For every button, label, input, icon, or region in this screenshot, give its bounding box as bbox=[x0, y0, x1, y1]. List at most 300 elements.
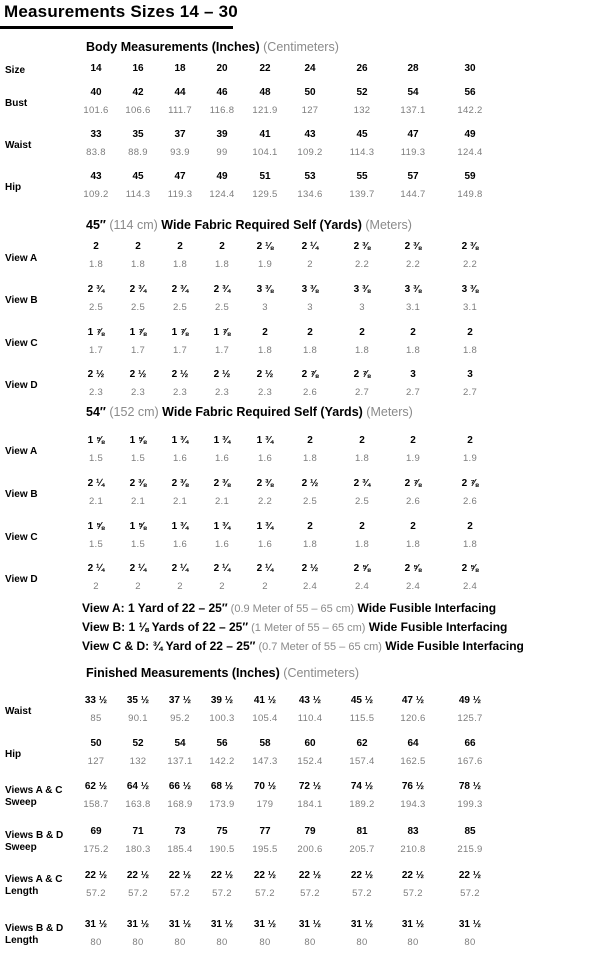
heading-main: 45″ bbox=[86, 218, 106, 232]
value-inches: 56 bbox=[464, 87, 476, 98]
row-label-fabric54 bbox=[5, 532, 38, 544]
row-label-line: Views B & D bbox=[5, 830, 64, 841]
value-inches: 31 ½ bbox=[350, 919, 374, 930]
section-heading-fabric54 bbox=[86, 405, 413, 419]
value-metric: 1.8 bbox=[172, 259, 188, 270]
value-inches: 2 ½ bbox=[87, 369, 105, 380]
value-metric: 2.4 bbox=[462, 581, 478, 592]
value-inches: 30 bbox=[464, 63, 476, 74]
value-metric: 2.3 bbox=[88, 387, 104, 398]
value-metric: 99 bbox=[216, 147, 228, 158]
value-metric: 109.2 bbox=[83, 189, 109, 200]
value-inches: 70 ½ bbox=[253, 781, 277, 792]
value-metric: 1.7 bbox=[214, 345, 230, 356]
value-metric: 1.9 bbox=[257, 259, 273, 270]
heading-unit: (Centimeters) bbox=[279, 666, 359, 680]
value-metric: 127 bbox=[87, 756, 105, 767]
section-heading-finished bbox=[86, 666, 359, 680]
value-inches: 16 bbox=[132, 63, 144, 74]
row-label-body bbox=[5, 140, 31, 152]
row-label-line: Sweep bbox=[5, 842, 37, 853]
value-inches: 2 ⅜ bbox=[461, 241, 479, 252]
value-metric: 1.8 bbox=[214, 259, 230, 270]
title-underline bbox=[0, 26, 233, 29]
value-metric: 1.6 bbox=[257, 539, 273, 550]
value-metric: 147.3 bbox=[252, 756, 278, 767]
value-inches: 31 ½ bbox=[84, 919, 108, 930]
value-metric: 119.3 bbox=[400, 147, 426, 158]
value-metric: 80 bbox=[259, 937, 271, 948]
note-main: View A: 1 Yard of 22 – 25″ bbox=[82, 601, 228, 615]
value-metric: 1.5 bbox=[130, 453, 146, 464]
value-inches: 2 bbox=[307, 435, 313, 446]
value-metric: 124.4 bbox=[457, 147, 483, 158]
value-inches: 2 ⅞ bbox=[353, 369, 371, 380]
value-metric: 125.7 bbox=[457, 713, 483, 724]
value-metric: 185.4 bbox=[167, 844, 193, 855]
row-label-line: Hip bbox=[5, 182, 22, 193]
row-label-line: Views A & C bbox=[5, 874, 63, 885]
value-metric: 1.8 bbox=[302, 453, 318, 464]
value-metric: 194.3 bbox=[400, 799, 426, 810]
value-metric: 158.7 bbox=[83, 799, 109, 810]
value-metric: 2.7 bbox=[462, 387, 478, 398]
interfacing-note bbox=[82, 601, 496, 615]
interfacing-note bbox=[82, 620, 507, 634]
value-metric: 2.5 bbox=[214, 302, 230, 313]
value-inches: 2 bbox=[410, 435, 416, 446]
row-label-line: Waist bbox=[5, 706, 32, 717]
value-metric: 104.1 bbox=[252, 147, 278, 158]
row-label-finished bbox=[5, 785, 62, 809]
row-label-line: Views B & D bbox=[5, 923, 64, 934]
value-inches: 22 ½ bbox=[210, 870, 234, 881]
value-inches: 26 bbox=[356, 63, 368, 74]
value-metric: 167.6 bbox=[457, 756, 483, 767]
value-inches: 55 bbox=[356, 171, 368, 182]
value-metric: 134.6 bbox=[297, 189, 323, 200]
value-metric: 2 bbox=[262, 581, 268, 592]
value-metric: 1.6 bbox=[257, 453, 273, 464]
note-post: Wide Fusible Interfacing bbox=[354, 601, 497, 615]
value-inches: 22 ½ bbox=[401, 870, 425, 881]
value-metric: 120.6 bbox=[400, 713, 426, 724]
value-inches: 2 ⅝ bbox=[461, 563, 479, 574]
heading-main: Body Measurements (Inches) bbox=[86, 40, 260, 54]
value-inches: 2 ⅜ bbox=[171, 478, 189, 489]
value-inches: 45 bbox=[132, 171, 144, 182]
value-inches: 64 ½ bbox=[126, 781, 150, 792]
value-metric: 200.6 bbox=[297, 844, 323, 855]
value-inches: 2 ¼ bbox=[213, 563, 231, 574]
value-metric: 3.1 bbox=[462, 302, 478, 313]
value-inches: 22 bbox=[259, 63, 271, 74]
value-metric: 2.2 bbox=[257, 496, 273, 507]
note-main: View C & D: ¾ Yard of 22 – 25″ bbox=[82, 639, 256, 653]
value-metric: 2.1 bbox=[130, 496, 146, 507]
interfacing-note bbox=[82, 639, 524, 653]
value-inches: 43 bbox=[90, 171, 102, 182]
value-metric: 173.9 bbox=[209, 799, 235, 810]
value-inches: 2 ⅜ bbox=[213, 478, 231, 489]
value-inches: 2 ¾ bbox=[213, 284, 231, 295]
row-label-line: Length bbox=[5, 886, 39, 897]
value-inches: 71 bbox=[132, 826, 144, 837]
value-metric: 144.7 bbox=[400, 189, 426, 200]
value-metric: 137.1 bbox=[400, 105, 426, 116]
value-inches: 2 ⅜ bbox=[256, 478, 274, 489]
value-metric: 57.2 bbox=[128, 888, 148, 899]
value-inches: 1 ⅞ bbox=[213, 327, 231, 338]
value-metric: 142.2 bbox=[209, 756, 235, 767]
value-metric: 1.8 bbox=[462, 345, 478, 356]
value-inches: 43 ½ bbox=[298, 695, 322, 706]
value-metric: 2.4 bbox=[405, 581, 421, 592]
value-metric: 184.1 bbox=[297, 799, 323, 810]
value-inches: 51 bbox=[259, 171, 271, 182]
value-metric: 2.2 bbox=[462, 259, 478, 270]
value-inches: 54 bbox=[407, 87, 419, 98]
value-inches: 42 bbox=[132, 87, 144, 98]
value-inches: 31 ½ bbox=[401, 919, 425, 930]
value-metric: 2 bbox=[93, 581, 99, 592]
value-metric: 80 bbox=[356, 937, 368, 948]
value-metric: 175.2 bbox=[83, 844, 109, 855]
value-metric: 132 bbox=[129, 756, 147, 767]
value-inches: 24 bbox=[304, 63, 316, 74]
value-metric: 57.2 bbox=[300, 888, 320, 899]
value-inches: 3 bbox=[410, 369, 416, 380]
heading-metric: (114 cm) bbox=[105, 218, 158, 232]
value-inches: 18 bbox=[174, 63, 186, 74]
value-inches: 2 ½ bbox=[129, 369, 147, 380]
value-metric: 57.2 bbox=[460, 888, 480, 899]
value-metric: 115.5 bbox=[349, 713, 375, 724]
value-inches: 47 bbox=[407, 129, 419, 140]
value-metric: 2.7 bbox=[405, 387, 421, 398]
value-inches: 2 ½ bbox=[256, 369, 274, 380]
value-inches: 2 ½ bbox=[301, 563, 319, 574]
value-metric: 3 bbox=[307, 302, 313, 313]
value-metric: 57.2 bbox=[255, 888, 275, 899]
heading-main: 54″ bbox=[86, 405, 106, 419]
value-inches: 1 ¾ bbox=[213, 435, 231, 446]
value-metric: 1.7 bbox=[130, 345, 146, 356]
value-metric: 1.7 bbox=[172, 345, 188, 356]
value-inches: 2 bbox=[135, 241, 141, 252]
heading-unit: (Meters) bbox=[362, 405, 413, 419]
row-label-line: Bust bbox=[5, 98, 28, 109]
value-inches: 49 bbox=[216, 171, 228, 182]
row-label-line: Length bbox=[5, 935, 39, 946]
value-metric: 2.5 bbox=[354, 496, 370, 507]
value-inches: 3 ⅜ bbox=[301, 284, 319, 295]
value-inches: 46 bbox=[216, 87, 228, 98]
value-metric: 1.8 bbox=[405, 539, 421, 550]
row-label-fabric45 bbox=[5, 380, 38, 392]
value-metric: 190.5 bbox=[209, 844, 235, 855]
value-inches: 64 bbox=[407, 738, 419, 749]
row-label-line: Views A & C bbox=[5, 785, 63, 796]
value-metric: 2.2 bbox=[354, 259, 370, 270]
value-inches: 43 bbox=[304, 129, 316, 140]
value-inches: 31 ½ bbox=[126, 919, 150, 930]
note-metric: (0.9 Meter of 55 – 65 cm) bbox=[227, 603, 355, 615]
value-inches: 77 bbox=[259, 826, 271, 837]
row-label-finished bbox=[5, 830, 63, 854]
heading-text: Wide Fabric Required Self (Yards) bbox=[157, 218, 362, 232]
value-inches: 78 ½ bbox=[458, 781, 482, 792]
value-metric: 1.6 bbox=[172, 453, 188, 464]
value-metric: 119.3 bbox=[167, 189, 193, 200]
value-inches: 2 bbox=[467, 327, 473, 338]
value-metric: 1.7 bbox=[88, 345, 104, 356]
row-label-line: View D bbox=[5, 380, 38, 391]
value-inches: 3 ⅜ bbox=[256, 284, 274, 295]
value-inches: 62 bbox=[356, 738, 368, 749]
value-metric: 179 bbox=[256, 799, 274, 810]
value-inches: 33 bbox=[90, 129, 102, 140]
value-inches: 2 ½ bbox=[213, 369, 231, 380]
value-inches: 2 ⅝ bbox=[404, 563, 422, 574]
value-inches: 37 ½ bbox=[168, 695, 192, 706]
value-metric: 2.2 bbox=[405, 259, 421, 270]
value-inches: 31 ½ bbox=[458, 919, 482, 930]
value-metric: 80 bbox=[90, 937, 102, 948]
value-inches: 22 ½ bbox=[350, 870, 374, 881]
value-inches: 54 bbox=[174, 738, 186, 749]
value-metric: 1.9 bbox=[462, 453, 478, 464]
value-metric: 121.9 bbox=[252, 105, 278, 116]
value-metric: 2 bbox=[219, 581, 225, 592]
value-inches: 14 bbox=[90, 63, 102, 74]
value-metric: 1.8 bbox=[405, 345, 421, 356]
value-inches: 39 bbox=[216, 129, 228, 140]
value-inches: 31 ½ bbox=[298, 919, 322, 930]
value-metric: 2.3 bbox=[257, 387, 273, 398]
value-inches: 2 ¼ bbox=[87, 563, 105, 574]
value-inches: 57 bbox=[407, 171, 419, 182]
value-inches: 31 ½ bbox=[168, 919, 192, 930]
value-metric: 85 bbox=[90, 713, 102, 724]
row-label-line: View C bbox=[5, 532, 38, 543]
value-inches: 74 ½ bbox=[350, 781, 374, 792]
value-metric: 180.3 bbox=[125, 844, 151, 855]
note-post: Wide Fusible Interfacing bbox=[365, 620, 508, 634]
row-label-line: Waist bbox=[5, 140, 32, 151]
value-inches: 79 bbox=[304, 826, 316, 837]
heading-main: Finished Measurements (Inches) bbox=[86, 666, 280, 680]
row-label-fabric45 bbox=[5, 253, 37, 265]
value-metric: 1.8 bbox=[354, 539, 370, 550]
value-inches: 22 ½ bbox=[126, 870, 150, 881]
value-metric: 2.1 bbox=[172, 496, 188, 507]
row-label-fabric45 bbox=[5, 295, 38, 307]
value-inches: 59 bbox=[464, 171, 476, 182]
value-inches: 1 ¾ bbox=[256, 521, 274, 532]
value-inches: 2 bbox=[359, 327, 365, 338]
value-inches: 1 ⅝ bbox=[129, 435, 147, 446]
value-inches: 1 ⅞ bbox=[87, 327, 105, 338]
value-inches: 22 ½ bbox=[458, 870, 482, 881]
value-inches: 2 ¾ bbox=[353, 478, 371, 489]
value-inches: 69 bbox=[90, 826, 102, 837]
value-metric: 1.5 bbox=[88, 539, 104, 550]
row-label-fabric54 bbox=[5, 574, 38, 586]
row-label-finished bbox=[5, 706, 31, 718]
note-main: View B: 1 ⅛ Yards of 22 – 25″ bbox=[82, 620, 249, 634]
value-inches: 1 ¾ bbox=[213, 521, 231, 532]
value-metric: 2 bbox=[307, 259, 313, 270]
value-inches: 2 bbox=[467, 521, 473, 532]
value-metric: 1.9 bbox=[405, 453, 421, 464]
value-metric: 114.3 bbox=[349, 147, 375, 158]
value-inches: 1 ⅞ bbox=[171, 327, 189, 338]
row-label-finished bbox=[5, 874, 62, 898]
value-metric: 132 bbox=[353, 105, 371, 116]
value-inches: 49 bbox=[464, 129, 476, 140]
value-inches: 52 bbox=[132, 738, 144, 749]
value-inches: 3 ⅜ bbox=[404, 284, 422, 295]
value-metric: 142.2 bbox=[457, 105, 483, 116]
value-inches: 2 ⅜ bbox=[353, 241, 371, 252]
heading-unit: (Centimeters) bbox=[259, 40, 339, 54]
heading-unit: (Meters) bbox=[361, 218, 412, 232]
value-metric: 2.6 bbox=[462, 496, 478, 507]
value-metric: 57.2 bbox=[86, 888, 106, 899]
value-inches: 41 ½ bbox=[253, 695, 277, 706]
value-metric: 3 bbox=[262, 302, 268, 313]
value-inches: 3 ⅜ bbox=[353, 284, 371, 295]
value-metric: 2.7 bbox=[354, 387, 370, 398]
value-inches: 2 ¼ bbox=[87, 478, 105, 489]
value-metric: 129.5 bbox=[252, 189, 278, 200]
value-inches: 60 bbox=[304, 738, 316, 749]
value-inches: 73 bbox=[174, 826, 186, 837]
value-metric: 80 bbox=[407, 937, 419, 948]
value-inches: 2 bbox=[359, 521, 365, 532]
value-inches: 2 bbox=[262, 327, 268, 338]
heading-metric: (152 cm) bbox=[105, 405, 159, 419]
value-metric: 124.4 bbox=[209, 189, 235, 200]
value-inches: 3 ⅜ bbox=[461, 284, 479, 295]
value-metric: 106.6 bbox=[125, 105, 151, 116]
row-label-line: View A bbox=[5, 446, 38, 457]
value-inches: 41 bbox=[259, 129, 271, 140]
value-inches: 2 ⅞ bbox=[301, 369, 319, 380]
value-inches: 22 ½ bbox=[298, 870, 322, 881]
value-inches: 37 bbox=[174, 129, 186, 140]
value-inches: 1 ¾ bbox=[171, 521, 189, 532]
value-metric: 100.3 bbox=[209, 713, 235, 724]
value-metric: 149.8 bbox=[457, 189, 483, 200]
section-heading-fabric45 bbox=[86, 218, 412, 232]
value-inches: 2 bbox=[359, 435, 365, 446]
value-metric: 83.8 bbox=[86, 147, 106, 158]
value-metric: 2.5 bbox=[172, 302, 188, 313]
value-metric: 80 bbox=[174, 937, 186, 948]
value-metric: 163.8 bbox=[125, 799, 151, 810]
value-metric: 189.2 bbox=[349, 799, 375, 810]
value-inches: 2 ⅜ bbox=[404, 241, 422, 252]
row-label-body bbox=[5, 98, 27, 110]
value-inches: 2 ¾ bbox=[171, 284, 189, 295]
value-inches: 2 bbox=[410, 327, 416, 338]
value-inches: 2 ¼ bbox=[301, 241, 319, 252]
value-metric: 1.8 bbox=[302, 539, 318, 550]
value-metric: 127 bbox=[301, 105, 319, 116]
value-metric: 2.4 bbox=[354, 581, 370, 592]
value-metric: 2.5 bbox=[130, 302, 146, 313]
value-inches: 22 ½ bbox=[253, 870, 277, 881]
value-metric: 88.9 bbox=[128, 147, 148, 158]
value-inches: 49 ½ bbox=[458, 695, 482, 706]
value-inches: 2 ⅞ bbox=[461, 478, 479, 489]
value-inches: 22 ½ bbox=[168, 870, 192, 881]
value-metric: 3 bbox=[359, 302, 365, 313]
row-label-line: Size bbox=[5, 65, 26, 76]
value-inches: 2 ⅞ bbox=[404, 478, 422, 489]
value-metric: 114.3 bbox=[125, 189, 151, 200]
value-inches: 2 ¾ bbox=[129, 284, 147, 295]
value-inches: 2 ¼ bbox=[171, 563, 189, 574]
value-inches: 2 ¼ bbox=[256, 563, 274, 574]
value-inches: 2 bbox=[307, 327, 313, 338]
row-label-line: View D bbox=[5, 574, 38, 585]
value-inches: 81 bbox=[356, 826, 368, 837]
value-metric: 1.6 bbox=[214, 453, 230, 464]
value-inches: 76 ½ bbox=[401, 781, 425, 792]
value-inches: 39 ½ bbox=[210, 695, 234, 706]
value-inches: 1 ⅞ bbox=[129, 327, 147, 338]
value-inches: 20 bbox=[216, 63, 228, 74]
value-inches: 2 ¼ bbox=[129, 563, 147, 574]
value-metric: 2.3 bbox=[214, 387, 230, 398]
value-inches: 2 bbox=[219, 241, 225, 252]
value-metric: 57.2 bbox=[403, 888, 423, 899]
value-inches: 31 ½ bbox=[210, 919, 234, 930]
value-inches: 50 bbox=[304, 87, 316, 98]
value-inches: 47 bbox=[174, 171, 186, 182]
value-metric: 2.1 bbox=[88, 496, 104, 507]
value-metric: 199.3 bbox=[457, 799, 483, 810]
value-metric: 215.9 bbox=[457, 844, 483, 855]
value-metric: 110.4 bbox=[297, 713, 323, 724]
value-inches: 85 bbox=[464, 826, 476, 837]
value-metric: 2 bbox=[135, 581, 141, 592]
value-metric: 2.5 bbox=[302, 496, 318, 507]
value-inches: 35 ½ bbox=[126, 695, 150, 706]
row-label-finished bbox=[5, 749, 21, 761]
value-metric: 90.1 bbox=[128, 713, 148, 724]
value-inches: 62 ½ bbox=[84, 781, 108, 792]
value-inches: 33 ½ bbox=[84, 695, 108, 706]
value-metric: 80 bbox=[304, 937, 316, 948]
value-metric: 1.8 bbox=[354, 345, 370, 356]
value-metric: 168.9 bbox=[167, 799, 193, 810]
value-inches: 2 ⅝ bbox=[353, 563, 371, 574]
page-title: Measurements Sizes 14 – 30 bbox=[4, 2, 238, 21]
value-inches: 75 bbox=[216, 826, 228, 837]
row-label-line: View C bbox=[5, 338, 38, 349]
value-inches: 2 bbox=[410, 521, 416, 532]
value-metric: 2.1 bbox=[214, 496, 230, 507]
value-inches: 2 ¾ bbox=[87, 284, 105, 295]
value-metric: 1.8 bbox=[302, 345, 318, 356]
value-metric: 1.8 bbox=[130, 259, 146, 270]
value-inches: 40 bbox=[90, 87, 102, 98]
value-metric: 95.2 bbox=[170, 713, 190, 724]
